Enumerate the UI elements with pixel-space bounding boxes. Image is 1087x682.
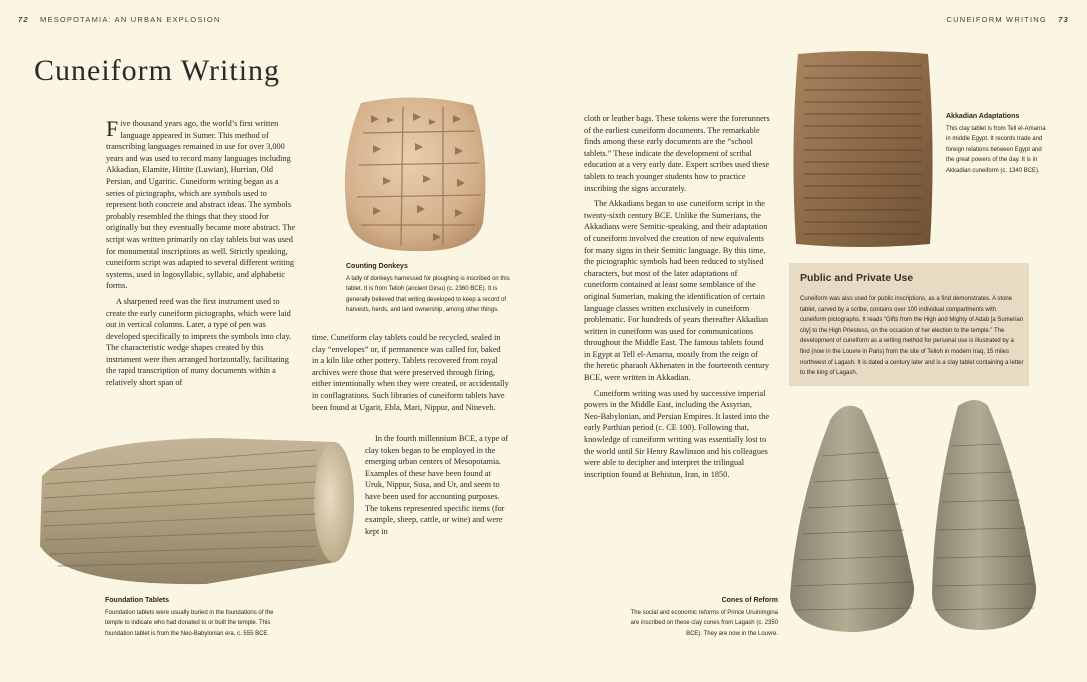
- counting-donkeys-tablet-image: [343, 95, 489, 255]
- caption-title: Cones of Reform: [721, 597, 778, 604]
- caption-title: Akkadian Adaptations: [946, 113, 1020, 120]
- caption-text: This clay tablet is from Tell el-Amarna in middle Egypt. It records trade and foreign relations between Egypt and the great powers of the day. It is in Akkadian cuneiform (c. 1340 BCE).: [946, 125, 1046, 174]
- right-running-header: [947, 15, 1069, 24]
- left-page-number: 72: [18, 15, 29, 24]
- caption-counting-donkeys: [346, 262, 516, 316]
- sidebar-heading: Public and Private Use: [800, 272, 914, 284]
- caption-title: Counting Donkeys: [346, 263, 408, 270]
- caption-cones-of-reform: [628, 596, 778, 639]
- caption-text: A tally of donkeys harnessed for ploughing is inscribed on this tablet. It is from Telloh (ancient Girsu) (c. 2360 BCE). It is generally believed that writing developed to keep a record of harvests, herds, and land ownership, among other things.: [346, 275, 510, 314]
- column-1-paragraph-1: Five thousand years ago, the world’s first written language appeared in Sumer. This method of transcribing languages remained in use for over 3,000 years and was used to record many languages including Akkadian, Elamite, Hittite (Luwian), Hurrian, Old Persian, and Ugaritic. Cuneiform writing began as a series of pictographs, which are symbols used to represent both concrete and abstract ideas. The symbols probably resembled the things that they stood for originally but they eventually became more abstract. The script was written primarily on clay tablets but was used for monumental inscriptions as well. Strictly speaking, cuneiform script was adapted to several different writing systems, used in logosyllabic, syllabic, and alphabetic forms.: [106, 116, 296, 291]
- column-2-bottom: [365, 433, 511, 537]
- column-3-paragraph-2: The Akkadians began to use cuneiform script in the twenty-sixth century BCE. Unlike the Sumerians, the Akkadians were Semitic-speaking, and their adaptation of cuneiform involved the creation of new equivalents for many signs in their Semitic language. By this time, the pictographic symbols had been reduced to stylised characters, but most of the later adaptations of cuneiform contained at least some semblance of the original Sumerian, making the identification of certain language classes written exclusively in cuneiform problematic. For hundreds of years thereafter Akkadian written in cuneiform was used for communications throughout the Middle East. The famous tablets found in Egypt at Tell el-Amarna, mostly from the reign of the heretic pharaoh Akhenaten in the fourteenth century BCE, were written in Akkadian.: [584, 199, 769, 383]
- caption-akkadian-adaptations: [946, 112, 1046, 177]
- column-3-paragraph-3: Cuneiform writing was used by successive imperial powers in the Middle East, including the Assyrian, Neo-Babylonian, and Persian Empires. It lasted into the early Parthian period (c. CE 100). Following that, knowledge of cuneiform writing was essentially lost to the world until Sir Henry Rawlinson and his colleagues were able to decipher and interpret the trilingual inscription found at Behistun, Iran, in 1850.: [584, 388, 770, 479]
- column-2-paragraph-1: time. Cuneiform clay tablets could be recycled, sealed in clay “envelopes” or, if permanence was called for, baked in a kiln like other pottery. Tablets recovered from royal archives were those that were preserved through firing, either intentionally when they were created, or accidentally in conflagrations. Such libraries of cuneiform tablets have been found at Ugarit, Ebla, Mari, Nippur, and Nineveh.: [312, 333, 509, 412]
- drop-cap: F: [106, 116, 119, 141]
- left-running-header: [18, 15, 220, 24]
- column-2-paragraph-2: In the fourth millennium BCE, a type of clay token began to be employed in the emerging urban centers of Mesopotamia. Examples of these have been found at Uruk, Nippur, Susa, and Ur, and seem to have been used for accounting purposes. The tokens represented specific items (for example, sheep, cattle, or wine) and were kept in: [365, 434, 509, 536]
- public-private-use-sidebar: [789, 263, 1029, 386]
- cones-of-reform-image: [786, 396, 1046, 636]
- caption-text: The social and economic reforms of Prince Uruinimgina are inscribed on these clay cones from Lagash (c. 2350 BCE). They are now in the Louvre.: [630, 609, 778, 637]
- foundation-cylinder-image: [36, 436, 356, 588]
- sidebar-text: Cuneiform was also used for public inscriptions, as a find demonstrates. A stone tablet, carved by a scribe, contains over 100 individual compartments with cuneiform pictographs. It reads “Gifts from the High and Mighty of Adab [a Sumerian city] to the High Priestess, on the occasion of her election to the temple.” The development of cuneiform as a writing method for personal use is illustrated by a find (now in the Louvre in Paris) from the site of Telloh in modern Iraq, 15 miles northwest of Lagash. It is dated a century later and is a clay tablet containing a letter to the king of Lagash.: [800, 296, 1024, 377]
- column-1-paragraph-2: A sharpened reed was the first instrument used to create the early cuneiform pictographs, which were laid out in vertical columns. Later, a type of pen was developed specifically to impress the symbols into clay. The characteristic wedge shapes created by this instrument were then arranged horizontally, facilitating the rapid transcription of many documents within a relatively short span of: [106, 296, 292, 388]
- caption-foundation-tablets: [105, 596, 285, 639]
- caption-text: Foundation tablets were usually buried in the foundations of the temple to indicate who had donated to or built the temple. This foundation tablet is from the Neo-Babylonian era, c. 555 BCE.: [105, 609, 274, 637]
- left-running-title: MESOPOTAMIA: AN URBAN EXPLOSION: [40, 15, 221, 24]
- column-2-top: [312, 332, 509, 413]
- right-running-title: CUNEIFORM WRITING: [946, 15, 1047, 24]
- column-1: [106, 118, 296, 389]
- akkadian-tablet-image: [790, 48, 936, 250]
- column-3-paragraph-1: cloth or leather bags. These tokens were the forerunners of the earliest cuneiform documents. The remarkable finds among these early documents are the “school tablets.” These indicate the development of scribal education at a very early date. Expert scribes used these tablets to teach younger students how to practice inscribing the signs accurately.: [584, 114, 770, 193]
- column-3: [584, 113, 770, 480]
- page-title: Cuneiform Writing: [34, 54, 281, 87]
- right-page-number: 73: [1058, 15, 1069, 24]
- caption-title: Foundation Tablets: [105, 597, 170, 604]
